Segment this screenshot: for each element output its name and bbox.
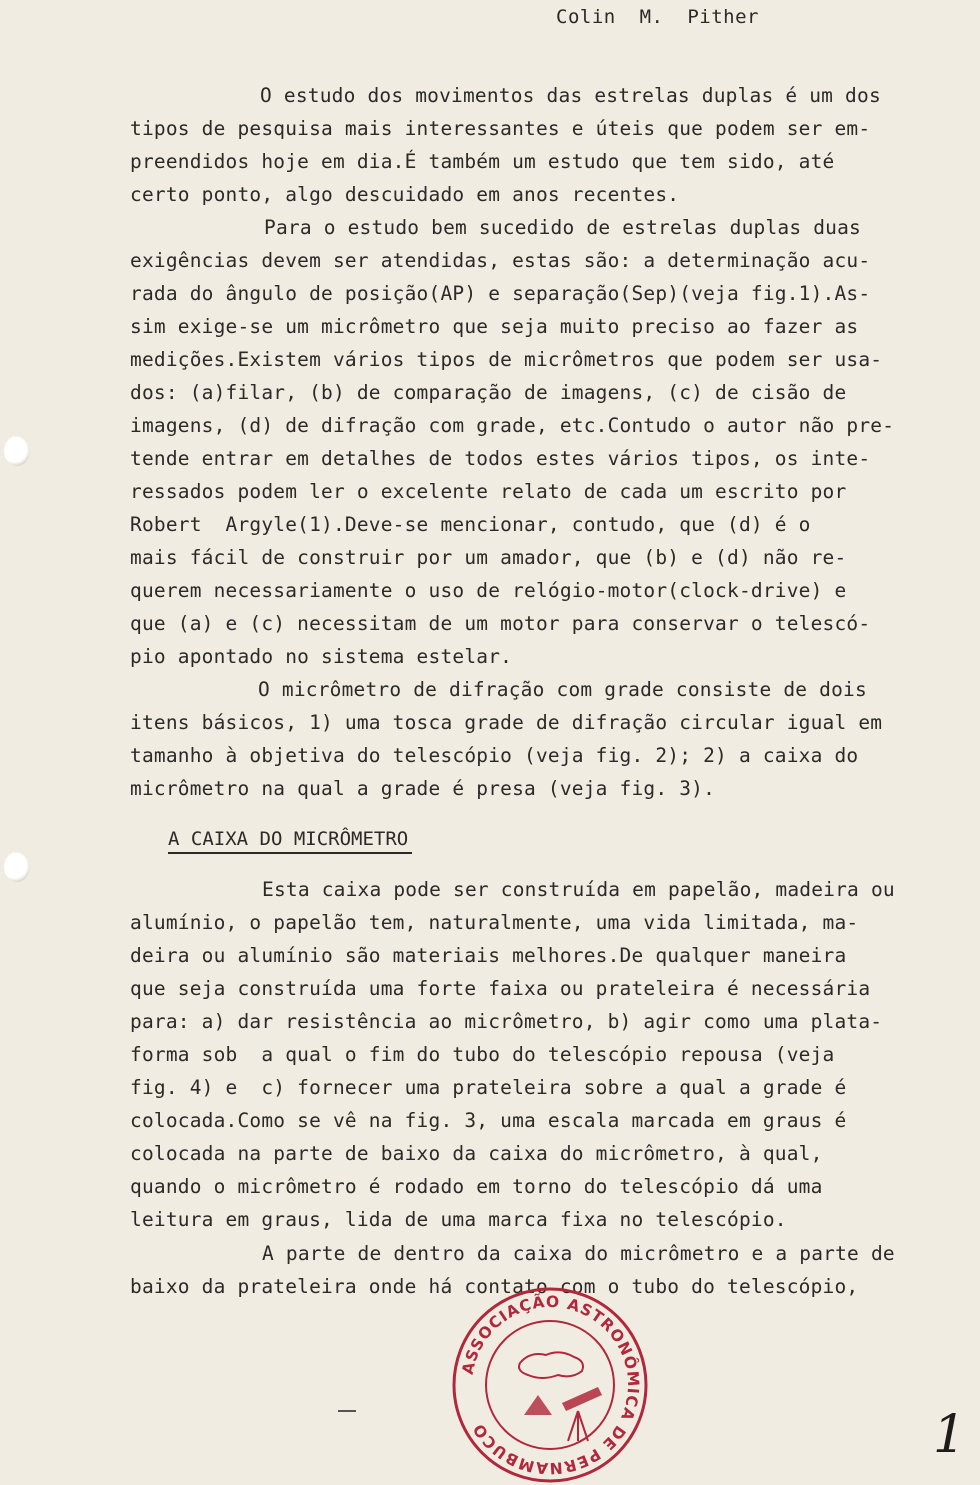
paragraph-diffraction xyxy=(130,673,950,805)
text-line: quando o micrômetro é rodado em torno do telescópio dá uma xyxy=(130,1175,823,1198)
text-line: imagens, (d) de difração com grade, etc.Contudo o autor não pre- xyxy=(130,414,895,437)
page-number: 1 xyxy=(932,1405,966,1465)
text-line: O micrômetro de difração com grade consiste de dois xyxy=(258,678,867,701)
sail-icon xyxy=(524,1395,552,1415)
paragraph-box xyxy=(130,873,950,1236)
text-line: baixo da prateleira onde há contato com o tubo do telescópio, xyxy=(130,1275,859,1298)
text-line: preendidos hoje em dia.É também um estudo que tem sido, até xyxy=(130,150,835,173)
paragraph-requirements xyxy=(130,211,950,673)
text-line: deira ou alumínio são materiais melhores.De qualquer maneira xyxy=(130,944,847,967)
punch-hole-upper xyxy=(4,436,30,466)
paragraph-intro xyxy=(130,79,950,211)
stamp-inner-ring xyxy=(486,1321,614,1449)
text-line: tende entrar em detalhes de todos estes vários tipos, os inte- xyxy=(130,447,871,470)
text-line: rada do ângulo de posição(AP) e separação(Sep)(veja fig.1).As- xyxy=(130,282,871,305)
text-line: Para o estudo bem sucedido de estrelas duplas duas xyxy=(264,216,861,239)
text-line: sim exige-se um micrômetro que seja muito preciso ao fazer as xyxy=(130,315,859,338)
text-line: Robert Argyle(1).Deve-se mencionar, contudo, que (d) é o xyxy=(130,513,811,536)
text-line: tamanho à objetiva do telescópio (veja fig. 2); 2) a caixa do xyxy=(130,744,859,767)
text-line: Esta caixa pode ser construída em papelão, madeira ou xyxy=(262,878,895,901)
text-line: para: a) dar resistência ao micrômetro, b) agir como uma plata- xyxy=(130,1010,883,1033)
text-line: tipos de pesquisa mais interessantes e úteis que podem ser em- xyxy=(130,117,871,140)
text-line: medições.Existem vários tipos de micrômetros que podem ser usa- xyxy=(130,348,883,371)
tripod-icon xyxy=(568,1411,588,1441)
text-line: colocada.Como se vê na fig. 3, uma escala marcada em graus é xyxy=(130,1109,847,1132)
text-line: fig. 4) e c) fornecer uma prateleira sobre a qual a grade é xyxy=(130,1076,847,1099)
text-line: querem necessariamente o uso de relógio-motor(clock-drive) e xyxy=(130,579,847,602)
text-line: O estudo dos movimentos das estrelas duplas é um dos xyxy=(260,84,881,107)
map-outline-icon xyxy=(519,1352,583,1378)
text-line: ressados podem ler o excelente relato de cada um escrito por xyxy=(130,480,847,503)
text-line: forma sob a qual o fim do tubo do telescópio repousa (veja xyxy=(130,1043,835,1066)
text-line: itens básicos, 1) uma tosca grade de difração circular igual em xyxy=(130,711,883,734)
text-line: micrômetro na qual a grade é presa (veja fig. 3). xyxy=(130,777,716,800)
text-line: dos: (a)filar, (b) de comparação de imagens, (c) de cisão de xyxy=(130,381,847,404)
section-heading: A CAIXA DO MICRÔMETRO xyxy=(168,826,412,854)
text-line: A parte de dentro da caixa do micrômetro e a parte de xyxy=(262,1242,895,1265)
text-line: que seja construída uma forte faixa ou prateleira é necessária xyxy=(130,977,871,1000)
association-stamp xyxy=(450,1285,650,1485)
text-line: colocada na parte de baixo da caixa do micrômetro, à qual, xyxy=(130,1142,823,1165)
text-line: pio apontado no sistema estelar. xyxy=(130,645,513,668)
text-line: mais fácil de construir por um amador, que (b) e (d) não re- xyxy=(130,546,847,569)
telescope-icon xyxy=(562,1387,602,1411)
punch-hole-lower xyxy=(4,852,30,882)
stamp-text: ASSOCIAÇÃO ASTRONÔMICA DE PERNAMBUCO xyxy=(458,1292,643,1478)
footer-dash xyxy=(338,1410,356,1412)
stamp-outer-ring xyxy=(454,1289,646,1481)
text-line: leitura em graus, lida de uma marca fixa no telescópio. xyxy=(130,1208,787,1231)
author-name: Colin M. Pither xyxy=(556,6,759,28)
text-line: alumínio, o papelão tem, naturalmente, uma vida limitada, ma- xyxy=(130,911,859,934)
text-line: certo ponto, algo descuidado em anos recentes. xyxy=(130,183,680,206)
text-line: exigências devem ser atendidas, estas são: a determinação acu- xyxy=(130,249,871,272)
text-line: que (a) e (c) necessitam de um motor para conservar o telescó- xyxy=(130,612,871,635)
